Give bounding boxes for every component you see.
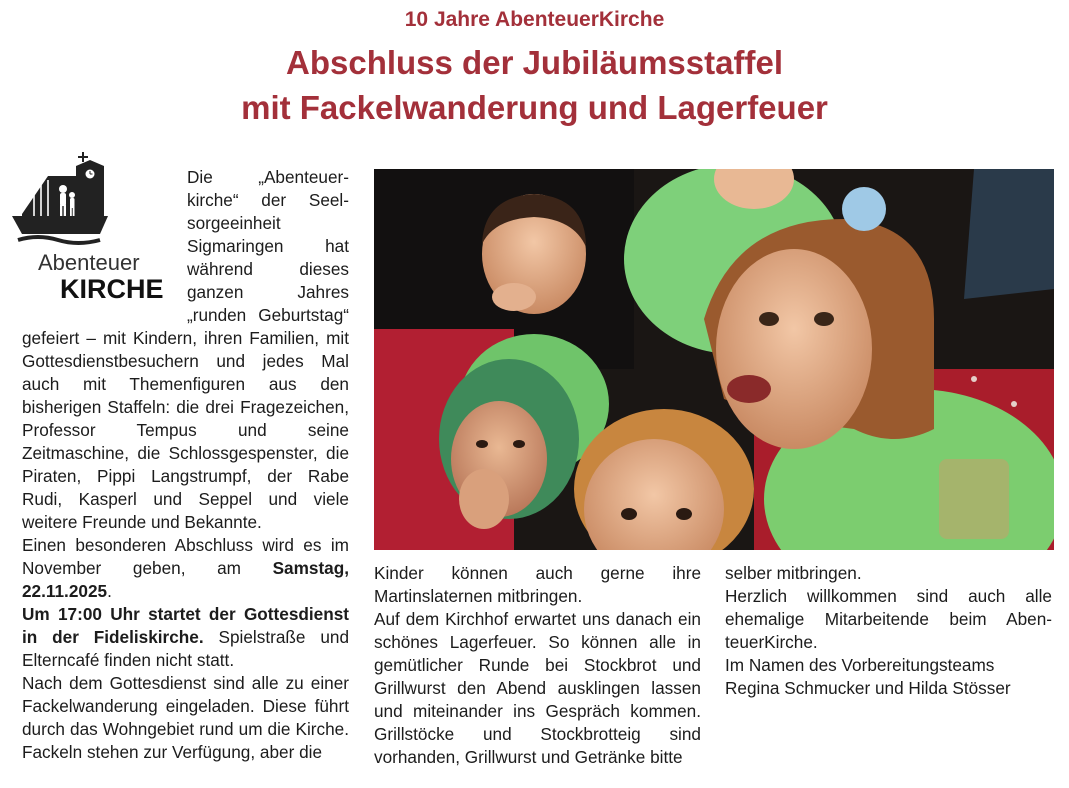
headline-line-2: mit Fackelwanderung und Lagerfeuer [241,89,828,126]
article-photo [374,169,1054,550]
paragraph-invite: Nach dem Gottesdienst sind alle zu einer Fackelwanderung eingeladen. Diese führt durch das Wohngebiet rund um die Kirche. Fackeln stehen zur Verfügung, aber die [22,673,349,762]
signature-line-2: Regina Schmucker und Hilda Stösser [725,678,1011,698]
paragraph-date: Einen besonderen Abschluss wird es im November geben, am Samstag, 22.11.2025. [22,535,349,601]
paragraph-torch-walk: Kinder können auch gerne ihre Martinslaternen mitbringen. [374,563,701,606]
signature-line-1: Im Namen des Vorbereitungsteams [725,655,995,675]
logo-word-kirche: KIRCHE [60,274,164,304]
service-highlight: Um 17:00 Uhr startet der Gottesdienst in der Fideliskirche. [22,604,349,647]
date-highlight: Samstag, 22.11.2025 [22,558,349,601]
article-column-1 [22,166,349,764]
article-kicker: 10 Jahre AbenteuerKirche [404,8,665,31]
paragraph-intro: Die „Abenteuerkirche“ der Seelsorgeeinheit Sigmaringen hat während dieses ganzen Jahres „runden Geburtstag“ gefeiert – mit Kindern, ihren Familien, mit Gottesdienstbesuchern und jedes Mal auch mit Themenfiguren aus den bisherigen Staffeln: die drei Fragezeichen, Professor Tempus und seine Zeitmaschine, die Schlossgespenster, die Piraten, Pippi Langstrumpf, der Rabe Rudi, Kasperl und Seppel und viele weitere Freunde und Bekannte. [22,167,349,532]
logo-word-abenteuer: Abenteuer [38,250,140,275]
headline-line-1: Abschluss der Jubiläumsstaffel [286,44,783,81]
paragraph-service: Um 17:00 Uhr startet der Gottesdienst in der Fideliskirche. Spielstraße und Elterncafé finden nicht statt. [22,604,349,670]
article-column-2 [374,562,701,769]
paragraph-campfire-cont: selber mitbringen. [725,563,862,583]
paragraph-welcome: Herzlich willkommen sind auch alle ehemalige Mitarbeitende beim AbenteuerKirche. [725,586,1052,652]
article-column-3 [725,562,1052,700]
children-photo-illustration [374,169,1054,550]
article-headline [0,40,1069,130]
paragraph-campfire: Auf dem Kirchhof erwartet uns danach ein schönes Lagerfeuer. So können alle in gemütlicher Runde bei Stockbrot und Grillwurst den Abend ausklingen lassen und miteinander ins Gespräch kommen. Grillstöcke und Stockbrotteig sind vorhanden, Grillwurst und Getränke bitte [374,609,701,767]
